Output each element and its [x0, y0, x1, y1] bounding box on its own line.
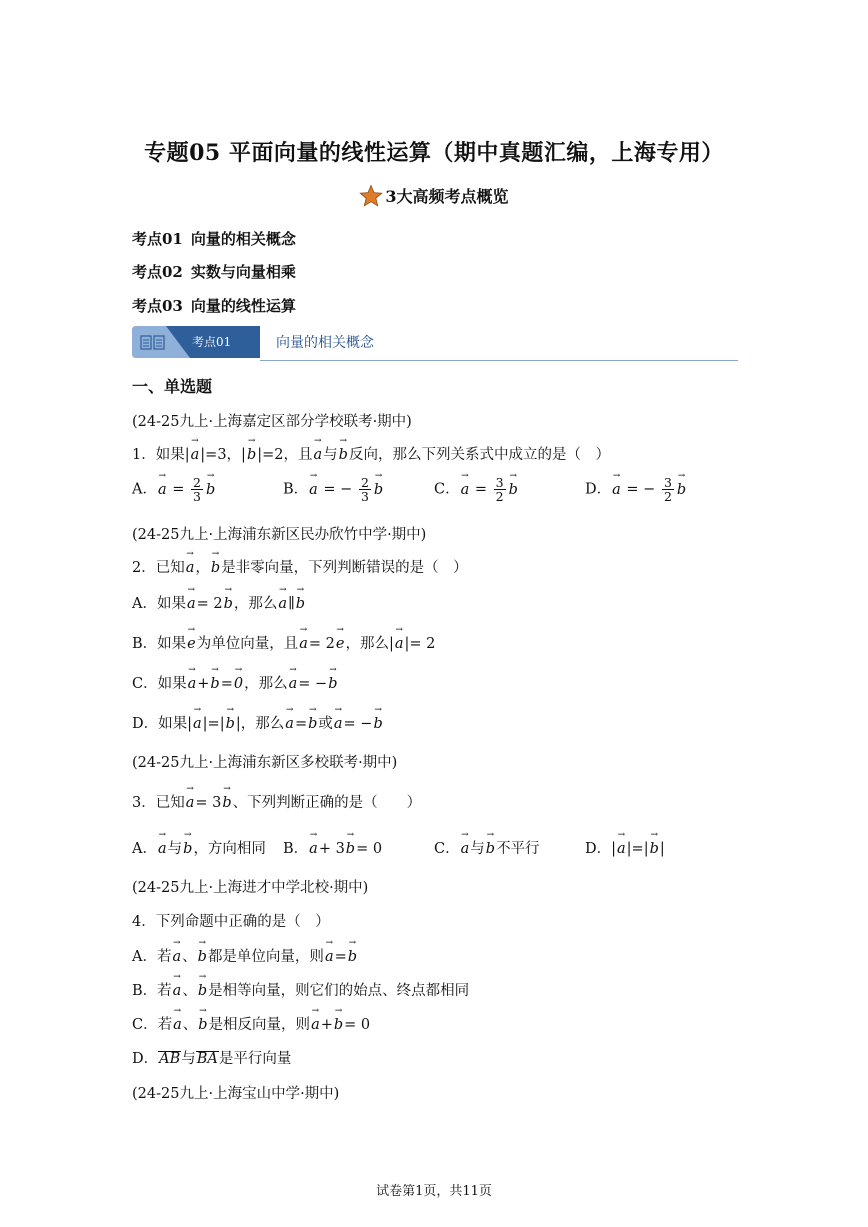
vector-symbol: AB [159, 1051, 181, 1067]
text-fragment: C． [434, 841, 460, 857]
page-footer: 试卷第1页，共11页 [376, 1184, 492, 1199]
vector-symbol: → b [508, 482, 519, 498]
text-fragment: 考点02 [132, 263, 183, 281]
vector-symbol: → b [327, 676, 338, 692]
text-fragment: = 2 [308, 636, 335, 652]
text-fragment: C． [434, 481, 460, 498]
vector-symbol: → a [187, 676, 198, 692]
text-fragment: A． [132, 841, 157, 857]
text-fragment: B． [283, 481, 309, 498]
text-fragment: 考点03 [132, 297, 183, 315]
text-fragment: 与 [470, 841, 485, 857]
vector-symbol: → b [649, 841, 660, 857]
text-fragment: 向量的相关概念 [190, 230, 296, 248]
text-fragment: = [220, 676, 233, 692]
text-fragment: |=3，| [200, 447, 246, 463]
text-fragment: B． [283, 841, 309, 857]
vector-symbol: → a [616, 841, 627, 857]
star-icon [359, 184, 383, 208]
vector-symbol: → b [209, 676, 220, 692]
vector-symbol: → a [186, 596, 197, 612]
text-fragment: C．若 [132, 1017, 173, 1033]
vector-symbol: → b [205, 482, 216, 498]
option-b[interactable] [132, 632, 435, 653]
vector-symbol: → b [372, 716, 383, 732]
text-fragment: ， [195, 560, 210, 576]
vector-symbol: → e [186, 636, 197, 652]
text-fragment: 与 [181, 1051, 196, 1067]
vector-symbol: → b [225, 716, 236, 732]
text-fragment: A．如果 [132, 596, 186, 612]
vector-symbol: → a [333, 716, 344, 732]
text-fragment: D．| [585, 841, 617, 857]
vector-symbol: → a [394, 636, 405, 652]
vector-symbol: BA [196, 1051, 218, 1067]
vector-symbol: → a [185, 795, 196, 811]
vector-symbol: → a [611, 482, 622, 498]
question-stem: 4．下列命题中正确的是（ ） [132, 914, 330, 930]
text-fragment: 不平行 [496, 841, 540, 857]
text-fragment: 、 [182, 1017, 198, 1033]
text-fragment: = [294, 716, 308, 732]
section-tab-label: 考点01 [192, 335, 232, 349]
text-fragment: 向量的线性运算 [190, 297, 296, 315]
vector-symbol: → a [308, 482, 319, 498]
text-fragment: 、下列判断正确的是（ ） [232, 795, 422, 811]
text-fragment: 是相等向量，则它们的始点、终点都相同 [208, 983, 470, 999]
vector-symbol: → 0 [233, 676, 244, 692]
text-fragment: = − [298, 676, 328, 692]
text-fragment: 2．已知 [132, 560, 185, 576]
text-fragment: 、 [182, 949, 197, 965]
text-fragment: 1．如果| [132, 447, 190, 463]
vector-symbol: → b [197, 983, 208, 999]
vector-symbol: → a [460, 482, 471, 498]
text-fragment: D． [585, 481, 612, 498]
vector-symbol: → b [197, 949, 208, 965]
text-fragment: 是非零向量，下列判断错误的是（ ） [221, 560, 468, 576]
vector-symbol: → a [172, 1017, 183, 1033]
text-fragment: |，那么 [235, 716, 285, 732]
text-fragment: 为单位向量，且 [196, 636, 299, 652]
text-fragment: 与 [323, 447, 338, 463]
vector-symbol: → b [197, 1017, 208, 1033]
vector-symbol: → a [298, 636, 309, 652]
option-b[interactable] [132, 979, 469, 1000]
question-source: (24-25九上·上海嘉定区部分学校联考·期中) [132, 414, 412, 430]
text-fragment: 3 [663, 475, 672, 490]
question-source: (24-25九上·上海浦东新区民办欣竹中学·期中) [132, 527, 427, 543]
question-stem [132, 443, 610, 464]
text-fragment: |= 2 [404, 636, 436, 652]
question-source: (24-25九上·上海进才中学北校·期中) [132, 880, 369, 896]
text-fragment: + 3 [318, 841, 345, 857]
text-fragment: D． [132, 1051, 159, 1067]
text-fragment: B．如果 [132, 636, 187, 652]
option-d[interactable] [132, 1047, 291, 1068]
text-fragment: | [659, 841, 665, 857]
option-c[interactable] [132, 1013, 370, 1034]
vector-symbol: → b [485, 841, 496, 857]
vector-symbol: → b [373, 482, 384, 498]
kaodian-item [132, 228, 296, 249]
text-fragment: 3．已知 [132, 795, 185, 811]
vector-symbol: → a [277, 596, 288, 612]
vector-symbol: → a [192, 716, 203, 732]
text-fragment: 是平行向量 [218, 1051, 292, 1067]
vector-symbol: → a [284, 716, 295, 732]
text-fragment: 2 [360, 475, 369, 490]
text-fragment: 实数与向量相乘 [190, 263, 296, 281]
text-fragment: A．若 [132, 949, 172, 965]
overview-heading [0, 184, 868, 208]
vector-symbol: → b [221, 795, 232, 811]
vector-symbol: → a [310, 1017, 321, 1033]
vector-symbol: → b [223, 596, 234, 612]
text-fragment: 都是单位向量，则 [207, 949, 324, 965]
vector-symbol: → e [335, 636, 346, 652]
vector-symbol: → a [324, 949, 335, 965]
option-c[interactable]: C．→ a = $\frac{3}{2}$ → b [434, 476, 519, 503]
text-fragment: + [320, 1017, 333, 1033]
text-fragment: = [334, 949, 347, 965]
section-divider [260, 360, 738, 361]
text-fragment: 2 [193, 475, 201, 490]
text-fragment: ，方向相同 [193, 841, 266, 857]
question-source: (24-25九上·上海浦东新区多校联考·期中) [132, 755, 398, 771]
vector-symbol: → a [190, 447, 201, 463]
text-fragment: 是相反向量，则 [208, 1017, 311, 1033]
text-fragment: |=| [626, 841, 649, 857]
vector-symbol: → b [246, 447, 257, 463]
vector-symbol: → a [460, 841, 471, 857]
vector-symbol: → b [307, 716, 318, 732]
page-title: 专题05 平面向量的线性运算（期中真题汇编，上海专用） [144, 140, 724, 166]
kaodian-item [132, 295, 296, 316]
vector-symbol: → a [157, 841, 168, 857]
vector-symbol: → b [345, 841, 356, 857]
option-d[interactable] [132, 712, 384, 733]
option-a[interactable] [132, 837, 266, 858]
text-fragment: |=| [202, 716, 225, 732]
vector-symbol: → b [182, 841, 193, 857]
option-d[interactable] [585, 837, 665, 858]
text-fragment: ，那么 [244, 676, 288, 692]
section-title: 向量的相关概念 [276, 335, 374, 351]
option-c[interactable] [434, 837, 540, 858]
text-fragment: 2 [495, 489, 504, 504]
vector-symbol: → b [333, 1017, 344, 1033]
vector-symbol: → b [295, 596, 306, 612]
text-fragment: 3 [193, 489, 201, 504]
text-fragment: D．如果| [132, 716, 193, 732]
text-fragment: 、 [182, 983, 197, 999]
vector-symbol: → a [157, 482, 168, 498]
part-heading: 一、单选题 [132, 377, 213, 396]
text-fragment: + [197, 676, 210, 692]
kaodian-item [132, 261, 296, 282]
vector-symbol: → a [308, 841, 319, 857]
vector-symbol: → a [313, 447, 324, 463]
vector-symbol: → a [185, 560, 196, 576]
option-b[interactable] [283, 837, 382, 858]
vector-symbol: → b [210, 560, 221, 576]
question-source: (24-25九上·上海宝山中学·期中) [132, 1086, 340, 1102]
vector-symbol: → b [676, 482, 687, 498]
text-fragment: = − [343, 716, 373, 732]
question-stem [132, 556, 468, 577]
vector-symbol: → b [338, 447, 349, 463]
text-fragment: ∥ [288, 596, 295, 612]
option-a[interactable] [132, 945, 358, 966]
text-fragment: ，那么| [345, 636, 394, 652]
option-a[interactable] [132, 592, 306, 613]
overview-text: 3大高频考点概览 [385, 187, 509, 206]
text-fragment: = 0 [344, 1017, 371, 1033]
text-fragment: A． [132, 481, 157, 498]
text-fragment: = 3 [195, 795, 222, 811]
vector-symbol: → b [347, 949, 358, 965]
option-a[interactable]: A．→ a = $\frac{2}{3}$ → b [132, 476, 216, 503]
text-fragment: 3 [495, 475, 504, 490]
text-fragment: 与 [167, 841, 183, 857]
text-fragment: 2 [663, 489, 672, 504]
vector-symbol: → a [172, 983, 183, 999]
option-b[interactable]: B．→ a = − $\frac{2}{3}$ → b [283, 476, 384, 503]
text-fragment: = 0 [356, 841, 383, 857]
text-fragment: 反向，那么下列关系式中成立的是（ ） [348, 447, 610, 463]
option-c[interactable] [132, 672, 338, 693]
option-d[interactable]: D．→ a = − $\frac{3}{2}$ → b [585, 476, 687, 503]
text-fragment: 或 [318, 716, 333, 732]
text-fragment: = 2 [196, 596, 223, 612]
question-stem [132, 791, 421, 812]
text-fragment: B．若 [132, 983, 172, 999]
vector-symbol: → a [171, 949, 182, 965]
vector-symbol: → a [288, 676, 299, 692]
text-fragment: 考点01 [132, 230, 183, 248]
text-fragment: |=2，且 [257, 447, 313, 463]
text-fragment: ，那么 [233, 596, 278, 612]
text-fragment: 3 [360, 489, 369, 504]
text-fragment: C．如果 [132, 676, 187, 692]
section-banner [132, 326, 738, 362]
